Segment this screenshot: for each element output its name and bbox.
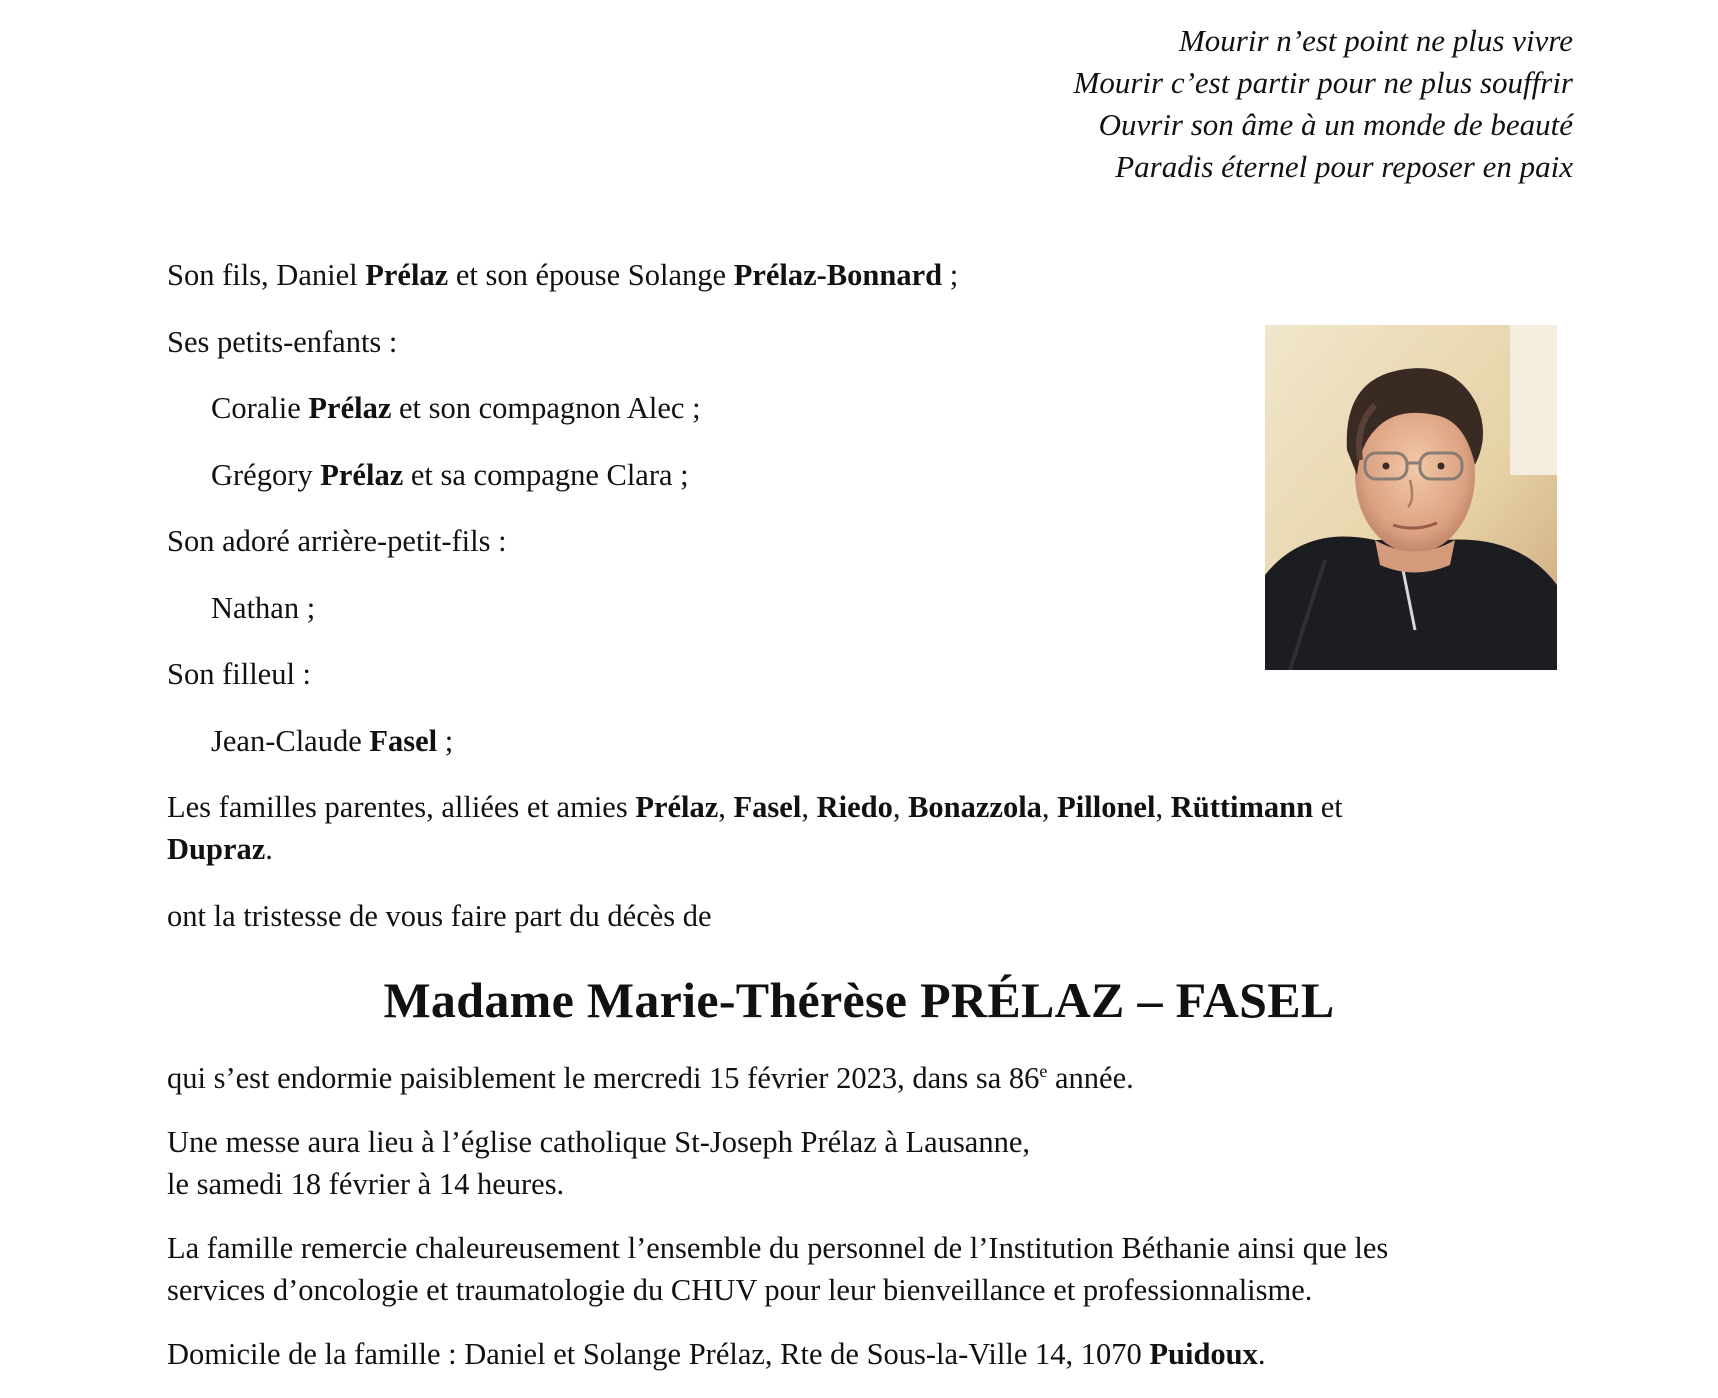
separator: , [892, 790, 909, 824]
text-span: Les familles parentes, alliées et amies [167, 790, 636, 824]
surname: Prélaz-Bonnard [733, 258, 943, 292]
son-line [167, 254, 1567, 296]
details [167, 1057, 1567, 1397]
great-grandson-label: Son adoré arrière-petit-fils : [167, 524, 507, 558]
family-list [167, 254, 1567, 961]
surname: Prélaz [635, 790, 719, 824]
surname: Prélaz [308, 391, 392, 425]
poem-line: Mourir c’est partir pour ne plus souffrir [1073, 65, 1573, 100]
godson-label: Son filleul : [167, 657, 312, 691]
text-span: La famille remercie chaleureusement l’ensemble du personnel de l’Institution Béthanie ainsi que les [167, 1231, 1389, 1265]
text-span: et son épouse Solange [448, 258, 734, 292]
poem-line: Ouvrir son âme à un monde de beauté [1098, 107, 1573, 142]
poem-line: Mourir n’est point ne plus vivre [1178, 23, 1573, 58]
announcement-line: ont la tristesse de vous faire part du décès de [167, 898, 712, 933]
text-span: . [265, 832, 273, 866]
superscript: e [1039, 1060, 1048, 1081]
text-span: Coralie [211, 391, 309, 425]
text-span: ; [437, 723, 454, 758]
surname: Pillonel [1057, 790, 1156, 824]
surname: Bonazzola [908, 790, 1042, 824]
city: Puidoux [1149, 1337, 1258, 1371]
surname: Fasel [733, 790, 802, 824]
text-span: Domicile de la famille : Daniel et Solange Prélaz, Rte de Sous-la-Ville 14, 1070 [167, 1337, 1150, 1371]
grandchild-line [167, 387, 1567, 429]
godson-line [167, 720, 1567, 762]
death-line [167, 1057, 1567, 1099]
deceased-name: Madame Marie-Thérèse PRÉLAZ – FASEL [383, 972, 1335, 1028]
families-line [167, 786, 1547, 870]
surname: Riedo [816, 790, 893, 824]
domicile-info [167, 1333, 1567, 1375]
mass-info [167, 1121, 1567, 1205]
great-grandson-line: Nathan ; [211, 590, 316, 625]
poem [1074, 20, 1573, 188]
text-span: et sa compagne Clara ; [403, 457, 689, 492]
text-span: qui s’est endormie paisiblement le mercredi 15 février 2023, dans sa 86 [167, 1061, 1040, 1095]
text-span: année. [1047, 1061, 1134, 1095]
text-span: . [1257, 1337, 1266, 1371]
text-span: et [1313, 790, 1343, 824]
separator: , [801, 790, 817, 824]
surname: Rüttimann [1170, 790, 1314, 824]
text-span: services d’oncologie et traumatologie du CHUV pour leur bienveillance et professionnalisme. [167, 1273, 1313, 1307]
poem-line: Paradis éternel pour reposer en paix [1115, 149, 1573, 184]
text-span: ; [942, 258, 959, 292]
text-span: le samedi 18 février à 14 heures. [167, 1167, 565, 1201]
thanks-info [167, 1227, 1567, 1311]
text-span: Jean-Claude [211, 723, 370, 758]
surname: Dupraz [167, 832, 266, 866]
text-span: Une messe aura lieu à l’église catholique St-Joseph Prélaz à Lausanne, [167, 1125, 1031, 1159]
separator: , [718, 790, 734, 824]
separator: , [1041, 790, 1058, 824]
text-span: Grégory [211, 457, 321, 492]
surname: Fasel [369, 723, 438, 758]
separator: , [1155, 790, 1171, 824]
text-span: Son fils, Daniel [167, 258, 366, 292]
text-span: et son compagnon Alec ; [391, 391, 701, 425]
surname: Prélaz [365, 258, 449, 292]
surname: Prélaz [320, 457, 404, 492]
grandchildren-label: Ses petits-enfants : [167, 324, 398, 359]
grandchild-line [167, 454, 1567, 496]
